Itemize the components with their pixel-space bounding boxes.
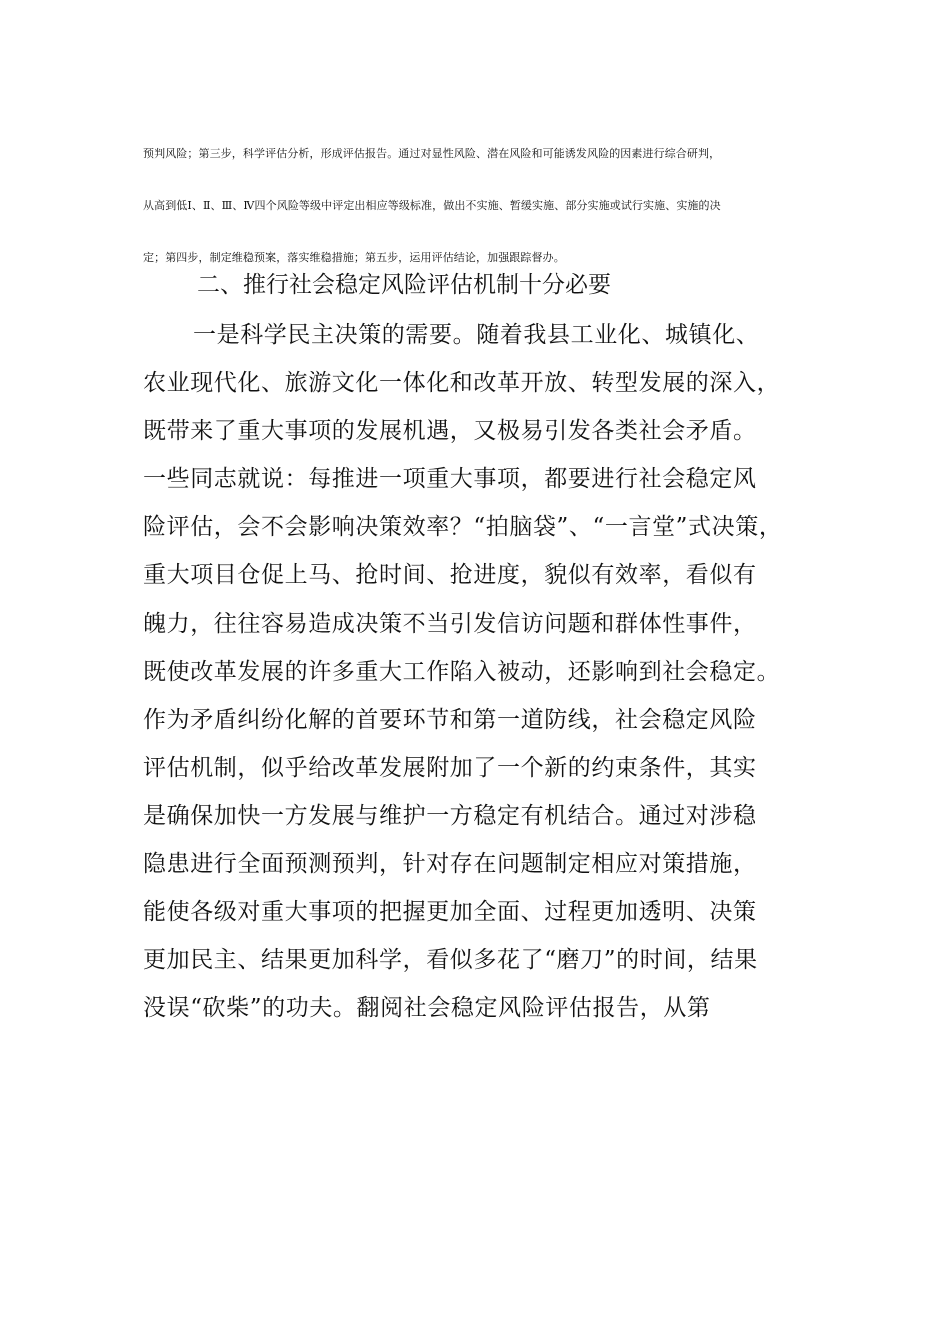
body-line: 能使各级对重大事项的把握更加全面、过程更加透明、决策 <box>143 899 757 926</box>
section-heading: 二、推行社会稳定风险评估机制十分必要 <box>197 272 611 298</box>
body-line: 没误“砍柴”的功夫。翻阅社会稳定风险评估报告，从第 <box>143 995 711 1022</box>
body-line: 农业现代化、旅游文化一体化和改革开放、转型发展的深入， <box>143 370 781 397</box>
body-line: 隐患进行全面预测预判，针对存在问题制定相应对策措施， <box>143 851 757 878</box>
body-paragraph <box>143 311 843 1032</box>
body-line: 魄力，往往容易造成决策不当引发信访问题和群体性事件， <box>143 610 757 637</box>
body-line: 更加民主、结果更加科学，看似多花了“磨刀”的时间，结果 <box>143 947 758 974</box>
body-line: 既使改革发展的许多重大工作陷入被动，还影响到社会稳定。 <box>143 658 781 685</box>
body-line: 作为矛盾纠纷化解的首要环节和第一道防线，社会稳定风险 <box>143 706 757 733</box>
intro-line: 定；第四步，制定维稳预案，落实维稳措施；第五步，运用评估结论，加强跟踪督办。 <box>143 251 565 264</box>
body-line: 既带来了重大事项的发展机遇，又极易引发各类社会矛盾。 <box>143 418 757 445</box>
intro-line: 从高到低Ⅰ、Ⅱ、Ⅲ、Ⅳ四个风险等级中评定出相应等级标准，做出不实施、暂缓实施、部分实施或试行实施、实施的决 <box>143 199 721 212</box>
body-line: 重大项目仓促上马、抢时间、抢进度，貌似有效率，看似有 <box>143 562 757 589</box>
intro-line: 预判风险；第三步，科学评估分析，形成评估报告。通过对显性风险、潜在风险和可能诱发风险的因素进行综合研判， <box>143 147 721 160</box>
body-line: 是确保加快一方发展与维护一方稳定有机结合。通过对涉稳 <box>143 802 757 829</box>
body-line: 一些同志就说：每推进一项重大事项，都要进行社会稳定风 <box>143 466 757 493</box>
body-line: 险评估，会不会影响决策效率？“拍脑袋”、“一言堂”式决策， <box>143 514 783 541</box>
body-line: 一是科学民主决策的需要。随着我县工业化、城镇化、 <box>193 322 760 348</box>
intro-paragraph <box>143 128 823 284</box>
body-line: 评估机制，似乎给改革发展附加了一个新的约束条件，其实 <box>143 754 757 781</box>
